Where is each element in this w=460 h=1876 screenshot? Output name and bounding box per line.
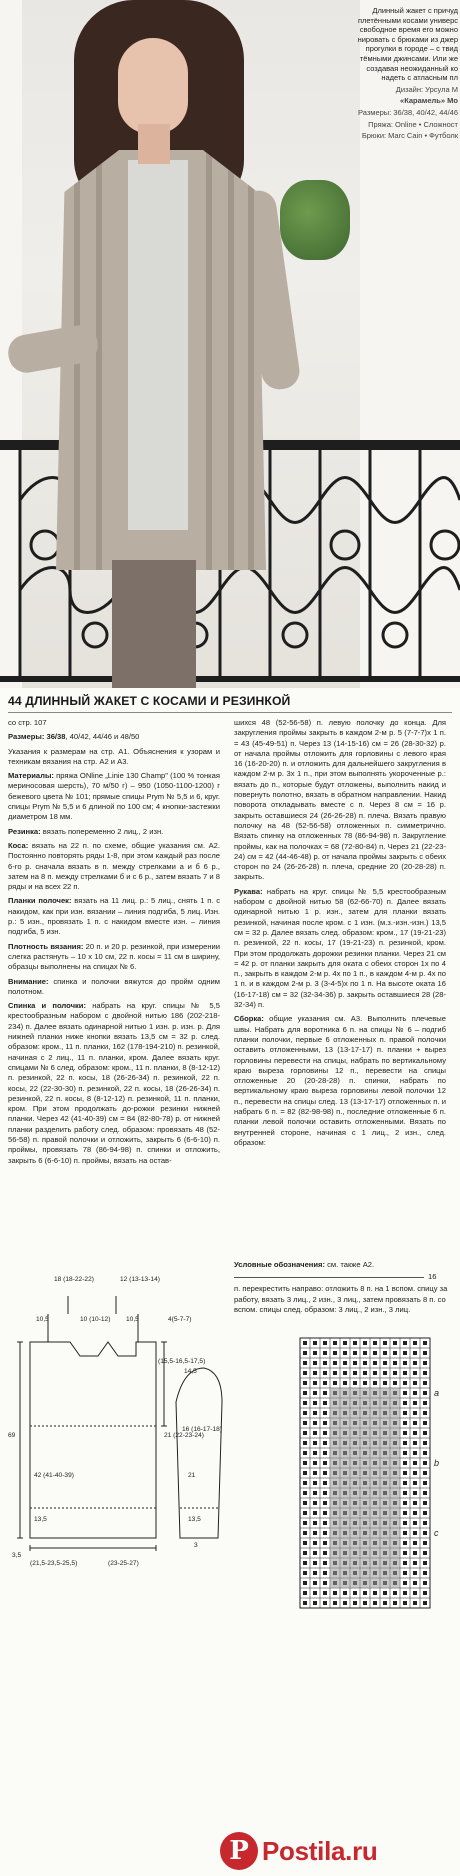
caption-sizes: Размеры: 36/38, 40/42, 44/46 [358, 107, 458, 117]
left-column [8, 718, 220, 1170]
dimension-label: 10,5 [126, 1316, 139, 1323]
paragraph: Спинка и полочки: набрать на круг. спицы № 5,5 крестообразным набором с двойной нитью 186 (202-218-234) п. Далее вязать одинарной нитью 1 изн. р. изн. р. Для нижней планки ниже кнопки вязать 13,5 см = 32 р. след. образом: кром., 11 п. планки, 162 (178-194-210) п. резинкой, начиная с 2 лиц., 11 п. планки, кром. Далее вязать круг. спицами № 6 след. образом: кром., 11 п. планки, 8 (8-12-12) п. резинкой, 22 п. косы, 18 (26-26-34) п. резинкой, 22 п. косы, 22 (22-30-30) п. резинкой, 22 п. косы, 18 (26-26-34) п. резинкой, 22 п. косы, 8 (8-12-12) п. резинкой, 11 п. планки, кром. При этом продолжать до-рожки резинки нижней планки. Через 42 (41-40-39) см = 84 (82-80-78) р. от нижней планки разделить работу след. образом: провязать 48 (52-56-58) п. правой полочки и отложить, закрыть 6 (6-6-10) п. проймы, провязать 78 (86-94-98) п. спинки и отложить, закрыть 6 (6-6-10) п. проймы, вязать на остав- [8, 1001, 220, 1165]
dimension-label: 10 (10-12) [80, 1316, 111, 1323]
caption-line: создавая неожиданный ко [366, 63, 458, 73]
paragraph: шихся 48 (52-56-58) п. левую полочку до конца. Для закругления проймы закрыть в каждом 2-м р. 5 (7-7-7)х 1 п. = 43 (45-49-51) п. Через 13 (14-15-16) см = 26 (28-30-32) р. от начала проймы отложить для горловины с левого края 16 (16-20-20) п. и отложить для дальнейшего закругления в каждом 2-м р. 3х 1 п., при этом выполнять укороченные р.: вязать до п., которые будут отложены, выполнить накид и повернуть полотно, вязать в обратном направлении. Накид поворота откладывать вместе с п. Через 8 см = 16 р. закрыть оставшиеся 24 (26-26-28) п. плеча. Вязать правую полочку на 48 (52-56-58) отложенных п. симметрично. Вязать спинку на отложенных 78 (86-94-98) п. Закругление проймы, как на полочках = 68 (72-80-84) п. Через 21 (22-23-24) см = 42 (44-46-48) р. от начала проймы закрыть с обеих сторон по 24 (26-26-28) п. плеча, средние 20 (20-28-28) п. закрыть. [234, 718, 446, 882]
dimension-label: 3,5 [12, 1552, 22, 1559]
white-shirt [128, 160, 188, 530]
dimension-label: 10,5 [36, 1316, 49, 1323]
article-title: 44 ДЛИННЫЙ ЖАКЕТ С КОСАМИ И РЕЗИНКОЙ [8, 694, 291, 708]
dimension-label: 16 (16-17-18) [182, 1426, 222, 1433]
dimension-label: 13,5 [188, 1516, 201, 1523]
dimension-label: 21 [188, 1472, 196, 1479]
caption-yarn: Пряжа: Online • Сложност [368, 119, 458, 129]
plant [280, 180, 350, 260]
legend-title: Условные обозначения: см. также А2. [234, 1260, 375, 1269]
dimension-label: 3 [194, 1542, 198, 1549]
dimension-label: 4(5-7-7) [168, 1316, 192, 1323]
dimension-label: (23-25-27) [108, 1560, 139, 1567]
caption-brand: «Карамель» Мо [400, 96, 458, 106]
dimension-label: 14,5 [184, 1368, 197, 1375]
chart-marker: a [434, 1388, 440, 1398]
chart-marker: c [434, 1528, 439, 1538]
postila-watermark [214, 1830, 458, 1874]
caption-pants: Брюки: Marc Cain • Футболк [361, 131, 458, 141]
paragraph: Размеры: 36/38, 40/42, 44/46 и 48/50 [8, 732, 140, 742]
legend-text: п. перекрестить направо: отложить 8 п. на 1 вспом. спицу за работу, вязать 3 лиц., 2 изн., 3 лиц., затем провязать 8 п. со вспом. спицы след. образом: 3 лиц., 2 изн., 3 лиц. [234, 1284, 448, 1314]
cable-chart [290, 1328, 450, 1628]
caption-line: свободное время его можно [359, 25, 458, 35]
caption-line: тёмными джинсами. Или же [359, 53, 458, 63]
dimension-label: 12 (13-13-14) [120, 1276, 160, 1283]
paragraph: со стр. 107 [8, 718, 47, 727]
dimension-label: (21,5-23,5-25,5) [30, 1560, 78, 1567]
legend-marker: 16 [428, 1272, 437, 1282]
dimension-label: 42 (41-40-39) [34, 1472, 74, 1479]
paragraph: Резинка: вязать попеременно 2 лиц., 2 изн. [8, 826, 164, 836]
caption-line: плетёнными косами универс [357, 15, 458, 25]
watermark-text: Postila.ru [262, 1836, 378, 1866]
photo-caption [252, 6, 458, 141]
legend-symbol-row [234, 1272, 452, 1284]
title-rule [8, 712, 452, 713]
right-column [234, 718, 446, 1152]
cable-chart-grid [290, 1328, 450, 1618]
paragraph: Плотность вязания: 20 п. и 20 р. резинкой, при измерении слегка растянуть – 10 х 10 см, 22 п. косы = 11 см в ширину, образцы выполнены на спицах № 6. [8, 941, 220, 972]
model-neck [138, 124, 170, 164]
paragraph: Планки полочек: вязать на 11 лиц. р.: 5 лиц., снять 1 п. с накидом, как при изн. вязании – линия подгиба, 5 лиц. Изн. р.: 5 изн., провязать 1 п. с накидом вместе изн. – линия подгиба, 5 изн. [8, 896, 221, 937]
dimension-label: 21 (22-23-24) [164, 1432, 204, 1439]
paragraph: Указания к размерам на стр. А1. Объяснения к узорам и техникам вязания на стр. А2 и А3. [8, 746, 220, 766]
paragraph: Сборка: общие указания см. А3. Выполнить плечевые швы. Набрать для воротника 6 п. на спицы № 6 – подгиб планки полочки, первые 6 отложенных п. правой полочки оставить отложенными, 13 (13-17-17) п. планки + вырез горловины перевести на спицы, набрать по вертикальному краю выреза горловины 12 п., перевести на спицы отложенные 20 (20-28-28) п. спинки, набрать по вертикальному краю выреза горловины левой полочки 12 п., перевести на спицы след. 13 (13-17-17) отложенных п. и набрать 6 п. = 82 (82-98-98) п., последние отложенные 6 п. планки левой полочки оставить отложенными. Вязать по внутренней стороне, начиная с 1 лиц., 2 изн., след. образом: [234, 1014, 446, 1147]
model-legs [112, 560, 196, 688]
caption-designer: Дизайн: Урсула М [395, 84, 458, 94]
chart-marker: b [434, 1458, 440, 1468]
pattern-article [0, 688, 460, 1876]
paragraph: Внимание: спинка и полочки вяжутся до пройм одним полотном. [8, 976, 220, 996]
paragraph: Рукава: набрать на круг. спицы № 5,5 крестообразным набором с двойной нитью 58 (62-66-70) п. Далее вязать одинарной нитью 1 р. изн., затем для планки вязать резинкой, начиная после кром. с 1 изн. (м.з.-изн.-изн.) 13,5 см = 32 р. Далее вязать след. образом: кром., 17 (19-21-23) п. резинкой, 22 п. косы, 17 (19-21-23) п. резинкой, кром. При этом продолжать дорожки резинки планки. Через 21 см = 42 р. от планки закрыть для оката с обеих сторон 1х по 4 п., закрыть в каждом 2-м р. 4х по 1 п., в каждом 4-м р. 4х по 1 п. и в каждом 2-м р. 3 (3-4-5)х по 1 п. На высоте оката 16 (16-17-18) см = 32 (32-34-36) р. закрыть оставшиеся 28 (28-32-34) п. [234, 886, 446, 1010]
pin-logo-icon: P [220, 1832, 258, 1870]
caption-line: Длинный жакет с причуд [372, 6, 458, 15]
schematic-diagram [8, 1276, 226, 1576]
model-face [118, 38, 188, 134]
fashion-photo [0, 0, 460, 688]
caption-line: прогулки в городе – с твид [365, 44, 458, 54]
legend [234, 1260, 452, 1315]
dimension-label: 18 (18-22-22) [54, 1276, 94, 1283]
paragraph: Материалы: пряжа ONline „Linie 130 Champ" (100 % тонкая мериносовая шерсть), 70 м/50 г) – 950 (1050-1100-1200) г бежевого цвета № 101; прямые спицы Prym № 5,5 и 6, круг. спицы Prym № 5,5 и 6 длиной по 100 см; 4 кнопки-застежки диаметром 18 мм. [8, 771, 220, 822]
paragraph: Коса: вязать на 22 п. по схеме, общие указания см. А2. Постоянно повторять ряды 1-8, при этом каждый раз после 6-го р. сначала вязать в п. между стрелками а и б 6 р., затем на 8 п. между стрелками б и с 6 р., затем вязать 7 и 8 ряды и на всех 22 п. [8, 840, 220, 892]
dimension-label: 13,5 [34, 1516, 47, 1523]
caption-line: надеть с атласным пл [381, 73, 458, 83]
dimension-label: 69 [8, 1432, 16, 1439]
dimension-label: (15,5-16,5-17,5) [158, 1358, 206, 1365]
caption-line: нировать с брюками из джер [357, 34, 458, 44]
